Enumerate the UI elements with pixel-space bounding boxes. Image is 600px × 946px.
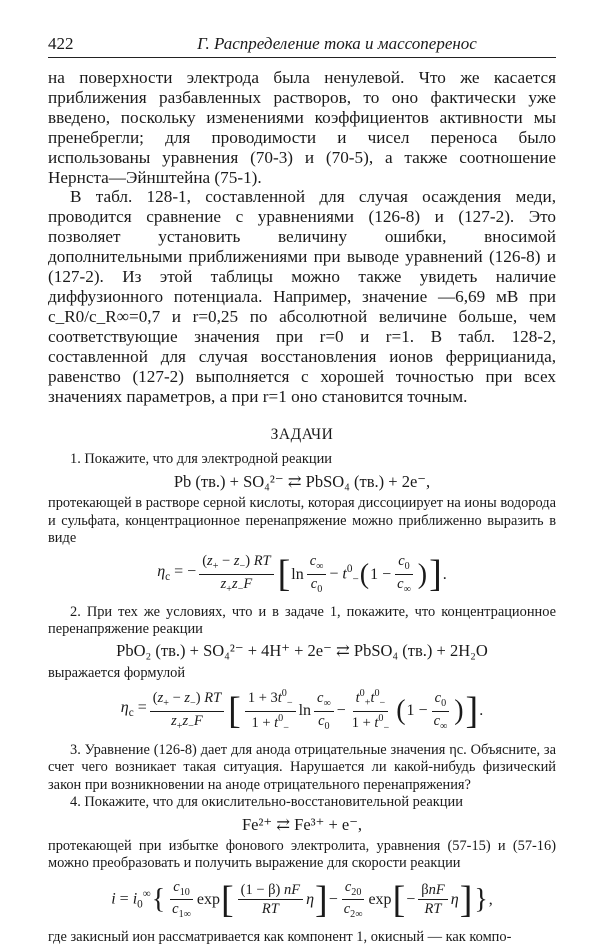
running-title: Г. Распределение тока и массоперенос xyxy=(197,34,477,53)
page-header xyxy=(48,34,556,58)
problem-1-reaction: Pb (тв.) + SO₄²⁻ ⇄ PbSO₄ (тв.) + 2e⁻, xyxy=(173,471,431,491)
equation-1: $\eta_c$ = − $\frac{(z_+ - z_-) RT}{z_+z_-F}$ [ ln $\frac{c_\infty}{c_0}$ − $t^0_-$ ( 1 − $\frac{c_0}{c_\infty}$ ) ] . xyxy=(157,553,447,596)
problems-list xyxy=(48,451,556,946)
problem-3-text: 3. Уравнение (126-8) дает для анода отрицательные значения ηc. Объясните, за счет чего возникает такая ситуация. Нарушается ли какой-нибудь физический закон при возникновении на аноде отрицательного перенапряжения? xyxy=(48,741,556,793)
section-title: ЗАДАЧИ xyxy=(270,426,334,444)
paragraph-2: В табл. 128-1, составленной для случая осаждения меди, проводится сравнение с уравнениями (126-8) и (127-2). Это позволяет установить величину ошибки, вносимой дополнительными приближениями при выводе уравнений (126-8) и (127-2). Из этой таблицы можно также увидеть наличие диффузионного потенциала. Например, значение —6,69 мВ при c_R0/c_R∞=0,7 и r=0,25 по абсолютной величине больше, чем соответствующие значения при r=0 и r=1. В табл. 128-2, составленной для случая восстановления ионов феррицианида, равенство (127-2) выполняется с хорошей точностью при всех значениях параметров, а при r=1 оно становится точным. xyxy=(48,187,556,406)
equation-3: $i = i_0^\infty$ { $\frac{c_{10}}{c_{1\infty}}$ exp [ $\frac{(1 - \beta) nF}{RT}$ η ] − $\frac{c_{20}}{c_{2\infty}}$ exp [ − $\frac{\text{βnF}}{RT}$ η ] } , xyxy=(111,878,493,921)
equation-2: $\eta_c$ = $\frac{(z_+ - z_-) RT}{z_+z_-F}$ [ $\frac{1 + 3t^0_-}{1 + t^0_-}$ ln $\frac{c_\infty}{c_0}$ − $\frac{t^0_+t^0_-}{1 + t^0_-}$ ( 1 − $\frac{c_0}{c_\infty}$ ) ] . xyxy=(120,688,484,734)
problem-4-text: протекающей при избытке фонового электролита, уравнения (57-15) и (57-16) можно преобразовать и получить выражение для скорости реакции xyxy=(48,838,556,872)
problem-4-after: где закисный ион рассматривается как компонент 1, окисный — как компо- xyxy=(48,928,512,945)
problem-2-intro: 2. При тех же условиях, что и в задаче 1, покажите, что концентрационное перенапряжение реакции xyxy=(48,603,556,637)
problem-1-intro: 1. Покажите, что для электродной реакции xyxy=(70,451,332,468)
body-text xyxy=(48,68,556,406)
problem-1-text: протекающей в растворе серной кислоты, которая диссоциирует на ионы водорода и сульфата, концентрационное перенапряжение можно приближенно выразить в виде xyxy=(48,495,556,547)
problem-4-reaction: Fe²⁺ ⇄ Fe³⁺ + e⁻, xyxy=(241,814,363,834)
page-number: 422 xyxy=(48,34,74,53)
problem-2-reaction: PbO₂ (тв.) + SO₄²⁻ + 4H⁺ + 2e⁻ ⇄ PbSO₄ (тв.) + 2H₂O xyxy=(116,641,488,661)
problem-4-intro: 4. Покажите, что для окислительно-восстановительной реакции xyxy=(70,794,463,811)
paragraph-1: на поверхности электрода была ненулевой. Что же касается приближения разбавленных растворов, то оно фактически уже введено, поскольку изменениями коэффициентов активности мы пренебрегли; для проводимости и чисел переноса было использованы уравнения (70-3) и (70-5), а также соотношение Нернста—Эйнштейна (75-1). xyxy=(48,68,556,187)
problem-2-text: выражается формулой xyxy=(48,664,186,681)
